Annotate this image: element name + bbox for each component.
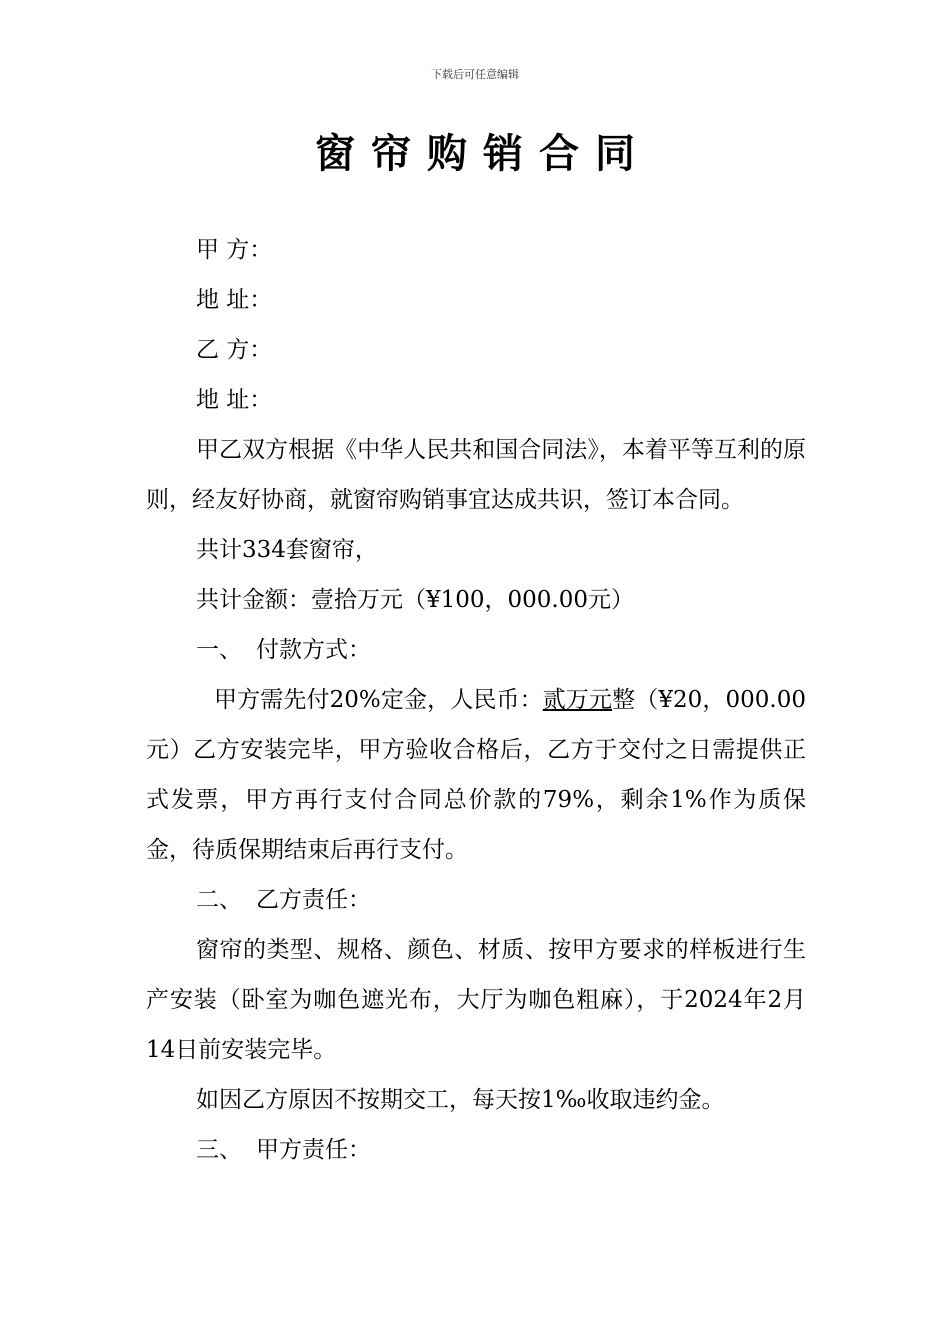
intro-paragraph: 甲乙双方根据《中华人民共和国合同法》，本着平等互利的原则，经友好协商，就窗帘购销事宜达成共识，签订本合同。 <box>146 437 806 513</box>
header-note: 下载后可任意编辑 <box>431 68 519 81</box>
amount-line: 共计金额：壹拾万元（¥100，000.00元） <box>196 587 635 613</box>
quantity-line: 共计334套窗帘， <box>196 537 378 563</box>
party-b-label: 乙 方： <box>196 337 273 363</box>
section-3-heading <box>146 1125 806 1175</box>
section-2-number: 二、 <box>196 887 242 913</box>
section-2-paragraph-1: 窗帘的类型、规格、颜色、材质、按甲方要求的样板进行生产安装（卧室为咖色遮光布，大厅为咖色粗麻），于2024年2月14日前安装完毕。 <box>146 937 806 1063</box>
section-1-heading <box>146 625 806 675</box>
document-title: 窗帘购销合同 <box>315 130 651 177</box>
contract-body <box>146 225 806 1175</box>
party-a-label: 甲 方： <box>196 237 273 263</box>
section-2-title: 乙方责任： <box>256 887 371 913</box>
section-1-title: 付款方式： <box>256 637 371 663</box>
party-b-address-label: 地 址： <box>196 387 273 413</box>
section-1-number: 一、 <box>196 637 242 663</box>
party-a-address-label: 地 址： <box>196 287 273 313</box>
payment-amount-words: 贰万元 <box>542 687 613 713</box>
section-3-title: 甲方责任： <box>256 1137 371 1163</box>
payment-text-pre: 甲方需先付20%定金，人民币： <box>214 687 543 713</box>
section-3-number: 三、 <box>196 1137 242 1163</box>
payment-text-post: 整（¥20，000.00元）乙方安装完毕，甲方验收合格后，乙方于交付之日需提供正式发票，甲方再行支付合同总价款的79%，剩余1%作为质保金，待质保期结束后再行支付。 <box>146 687 806 863</box>
section-2-paragraph-2: 如因乙方原因不按期交工，每天按1‰收取违约金。 <box>196 1087 725 1113</box>
payment-paragraph <box>146 675 806 875</box>
section-2-heading <box>146 875 806 925</box>
